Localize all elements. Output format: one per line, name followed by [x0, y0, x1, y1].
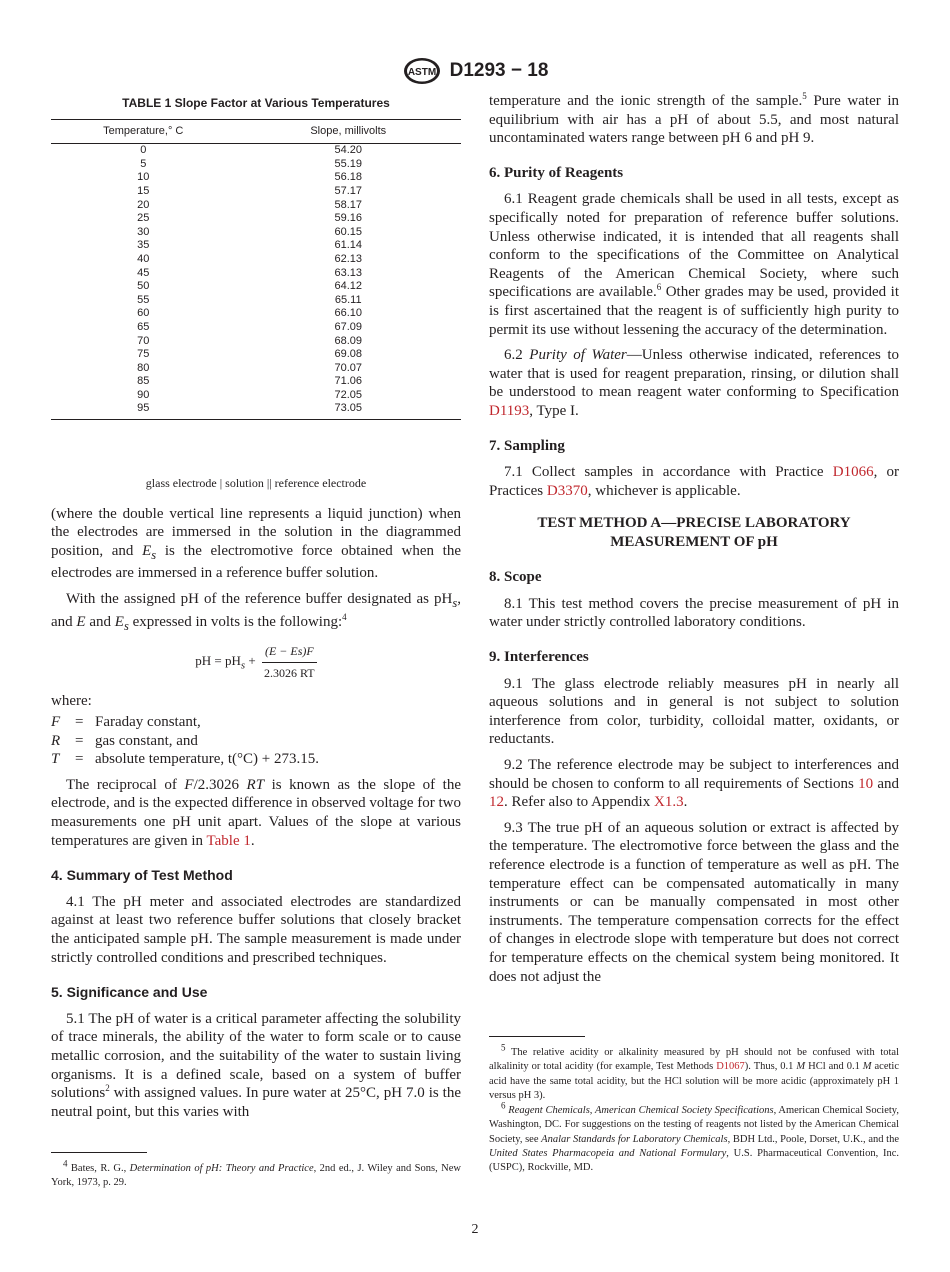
slope-table-body — [51, 144, 461, 420]
section-8-title: 8. Scope — [489, 569, 542, 586]
appendix-x1-3-link[interactable]: X1.3 — [653, 794, 684, 811]
table-row — [51, 185, 461, 199]
equation-numerator: (E − Es)F — [262, 642, 317, 663]
table-row — [51, 212, 461, 226]
temperature-cell: 90 — [137, 388, 150, 401]
slope-cell: 70.07 — [334, 361, 363, 374]
temperature-cell: 35 — [137, 239, 150, 252]
footnote-5: $^5$ The relative acidity or alkalinity measured by pH should not be confused with total alkalinity or total acidity (for example, Test Methods D1067). Thus, 0.1 M HCl and 0.1 M acetic acid have the same total acidity, but the HCl solution will be more acidic (approximately pH 1 versus pH 3). — [489, 1042, 899, 1101]
variable-definitions — [51, 713, 461, 769]
table-row — [51, 307, 461, 321]
section-9-title: 9. Interferences — [489, 649, 589, 666]
slope-cell: 58.17 — [334, 198, 363, 211]
slope-cell: 61.14 — [334, 239, 363, 252]
section-12-link[interactable]: 12 — [489, 794, 504, 811]
section-4-title: 4. Summary of Test Method — [51, 867, 233, 884]
table-row — [51, 375, 461, 389]
slope-cell: 69.08 — [334, 348, 363, 361]
temperature-cell: 65 — [137, 320, 150, 333]
slope-cell: 72.05 — [334, 388, 363, 401]
footnote-4: $^4$ Bates, R. G., Determination of pH: Theory and Practice, 2nd ed., J. Wiley and Sons, New York, 1973, p. 29. — [51, 1158, 461, 1189]
svg-text:ASTM: ASTM — [407, 67, 436, 78]
electrode-diagram: glass electrode | solution || reference electrode — [145, 476, 367, 491]
slope-cell: 73.05 — [236, 402, 462, 419]
table-row — [51, 280, 461, 294]
paragraph-6-1: 6.1 Reagent grade chemicals shall be used in all tests, except as specifically noted for preparation of reference buffer solutions. Unless otherwise indicated, it is intended that all reagents shall conform to the specifications of the Committee on Analytical Reagents of the American Chemical Society, where such specifications are available.$^6$ Other grades may be used, provided it is first ascertained that the reagent is of sufficiently high purity to permit its use without lessening the accuracy of the determination. — [489, 191, 899, 338]
temperature-cell: 10 — [137, 171, 150, 184]
table-header-temperature: Temperature,° C — [51, 119, 236, 144]
temperature-cell: 40 — [137, 252, 150, 265]
slope-cell: 64.12 — [334, 280, 363, 293]
slope-cell: 59.16 — [334, 212, 363, 225]
astm-logo — [402, 56, 442, 86]
table-row — [51, 267, 461, 281]
table-header-slope: Slope, millivolts — [236, 119, 462, 144]
ph-equation: pH = $pH_s$ + $\frac{(E - Es)F}{2.3026 RT}$ — [51, 642, 461, 682]
temperature-cell: 45 — [137, 266, 150, 279]
paragraph-assigned-ph: With the assigned pH of the reference buffer designated as $pH_s$, and E and $E_s$ expressed in volts is the following:$^4$ — [51, 591, 461, 633]
left-footnotes — [51, 1152, 461, 1191]
temperature-cell: 70 — [137, 334, 150, 347]
paragraph-8-1: 8.1 This test method covers the precise measurement of pH in water under strictly controlled laboratory conditions. — [489, 595, 899, 631]
temperature-cell: 85 — [137, 375, 150, 388]
slope-cell: 62.13 — [334, 252, 363, 265]
section-7-title: 7. Sampling — [489, 437, 565, 454]
slope-cell: 71.06 — [334, 375, 363, 388]
temperature-cell: 80 — [137, 361, 150, 374]
footnote-rule — [489, 1036, 585, 1037]
paragraph-junction: (where the double vertical line represents a liquid junction) when the electrodes are immersed in the solution in the diagrammed position, and $E_s$ is the electromotive force obtained when the electrodes are immersed in a reference buffer solution. — [51, 505, 461, 582]
paragraph-6-2: 6.2 Purity of Water—Unless otherwise indicated, references to water that is used for reagent preparation, rinsing, or dilution shall be understood to mean reagent water conforming to Specification D1193, Type I. — [489, 347, 899, 419]
slope-cell: 56.18 — [334, 171, 363, 184]
document-id: D1293 − 18 — [449, 60, 549, 81]
temperature-cell: 15 — [137, 184, 150, 197]
right-footnotes — [489, 1036, 899, 1176]
slope-cell: 66.10 — [334, 307, 363, 320]
temperature-cell: 25 — [137, 212, 150, 225]
table-row — [51, 199, 461, 213]
slope-table — [51, 119, 461, 420]
page-number: 2 — [471, 1222, 479, 1237]
definition-row: R = gas constant, and — [51, 732, 198, 749]
temperature-cell: 0 — [140, 144, 147, 157]
temperature-cell: 30 — [137, 225, 150, 238]
page-header — [0, 56, 950, 86]
slope-cell: 54.20 — [334, 144, 363, 157]
table-row — [51, 362, 461, 376]
table-row — [51, 239, 461, 253]
table-row — [51, 144, 461, 158]
paragraph-5-1: 5.1 The pH of water is a critical parameter affecting the solubility of trace minerals, the ability of the water to form scale or to cause metallic corrosion, and the suitability of the water to sustain living organisms. It is a defined scale, based on a system of buffer solutions$^2$ with assigned values. In pure water at 25°C, pH 7.0 is the neutral point, but this varies with — [51, 1010, 461, 1120]
temperature-cell: 20 — [137, 198, 150, 211]
d3370-link[interactable]: D3370 — [546, 482, 588, 499]
d1067-link[interactable]: D1067 — [716, 1061, 745, 1073]
table-row — [51, 389, 461, 403]
temperature-cell: 75 — [137, 348, 150, 361]
slope-cell: 55.19 — [334, 157, 363, 170]
table-row — [51, 253, 461, 267]
slope-cell: 67.09 — [334, 320, 363, 333]
table-row — [51, 158, 461, 172]
temperature-cell: 5 — [140, 157, 147, 170]
temperature-cell: 50 — [137, 280, 150, 293]
paragraph-9-3: 9.3 The true pH of an aqueous solution or extract is affected by the temperature. The electromotive force between the glass and the reference electrode is a function of temperature as well as pH. The temperature effect can be compensated automatically in many instruments or can be manually compensated in most other instruments. The temperature compensation corrects for the effect of changes in electrode slope with temperature but does not correct for temperature effects on the chemical system being monitored. It does not adjust the — [489, 819, 899, 985]
paragraph-9-1: 9.1 The glass electrode reliably measures pH in nearly all aqueous solutions and in general is not subject to solution interference from color, turbidity, colloidal matter, oxidants, or reductants. — [489, 675, 899, 748]
footnote-6: $^6$ Reagent Chemicals, American Chemical Society Specifications, American Chemical Society, Washington, DC. For suggestions on the testing of reagents not listed by the American Chemical Society, see Analar Standards for Laboratory Chemicals, BDH Ltd., Poole, Dorset, U.K., and the United States Pharmacopeia and National Formulary, U.S. Pharmaceutical Convention, Inc. (USPC), Rockville, MD. — [489, 1100, 900, 1174]
table-row — [51, 348, 461, 362]
temperature-cell: 95 — [51, 402, 236, 419]
where-label: where: — [51, 693, 92, 710]
equation-denominator: 2.3026 RT — [264, 665, 315, 680]
section-10-link[interactable]: 10 — [858, 775, 874, 792]
d1066-link[interactable]: D1066 — [832, 464, 874, 481]
table-row — [51, 226, 461, 240]
section-6-title: 6. Purity of Reagents — [489, 164, 624, 181]
table-row — [51, 294, 461, 308]
left-column — [51, 92, 461, 1128]
table-1-link[interactable]: Table 1 — [206, 832, 251, 849]
paragraph-continued: temperature and the ionic strength of the sample.$^5$ Pure water in equilibrium with air has a pH of about 5.5, and most natural uncontaminated waters range between pH 6 and pH 9. — [489, 91, 900, 147]
test-method-a-heading: TEST METHOD A—PRECISE LABORATORY MEASUREMENT OF pH — [537, 515, 851, 551]
paragraph-slope-reciprocal: The reciprocal of F/2.3026 RT is known as the slope of the electrode, and is the expected difference in observed voltage for two measurements one pH unit apart. Values of the slope at various temperatures are given in Table 1. — [51, 776, 462, 849]
table-row — [51, 402, 461, 419]
slope-cell: 65.11 — [334, 293, 362, 306]
definition-row: T = absolute temperature, t(°C) + 273.15. — [51, 751, 319, 768]
table-row — [51, 321, 461, 335]
temperature-cell: 55 — [137, 293, 150, 306]
slope-cell: 68.09 — [334, 334, 363, 347]
right-column — [489, 92, 899, 993]
d1193-link[interactable]: D1193 — [489, 402, 530, 419]
footnote-rule — [51, 1152, 147, 1153]
table-title: TABLE 1 Slope Factor at Various Temperatures — [122, 96, 390, 110]
slope-cell: 63.13 — [334, 266, 363, 279]
table-row — [51, 335, 461, 349]
definition-row: F = Faraday constant, — [51, 714, 201, 730]
paragraph-7-1: 7.1 Collect samples in accordance with Practice D1066, or Practices D3370, whichever is applicable. — [489, 464, 900, 499]
paragraph-9-2: 9.2 The reference electrode may be subject to interferences and should be chosen to conform to all requirements of Sections 10 and 12. Refer also to Appendix X1.3. — [489, 757, 899, 811]
temperature-cell: 60 — [137, 307, 150, 320]
table-row — [51, 171, 461, 185]
section-5-title: 5. Significance and Use — [51, 984, 208, 1001]
paragraph-4-1: 4.1 The pH meter and associated electrodes are standardized against at least two reference buffer solutions that closely bracket the anticipated sample pH. The sample measurement is made under strictly controlled conditions and prescribed techniques. — [51, 893, 461, 966]
slope-cell: 57.17 — [334, 184, 363, 197]
slope-cell: 60.15 — [334, 225, 363, 238]
